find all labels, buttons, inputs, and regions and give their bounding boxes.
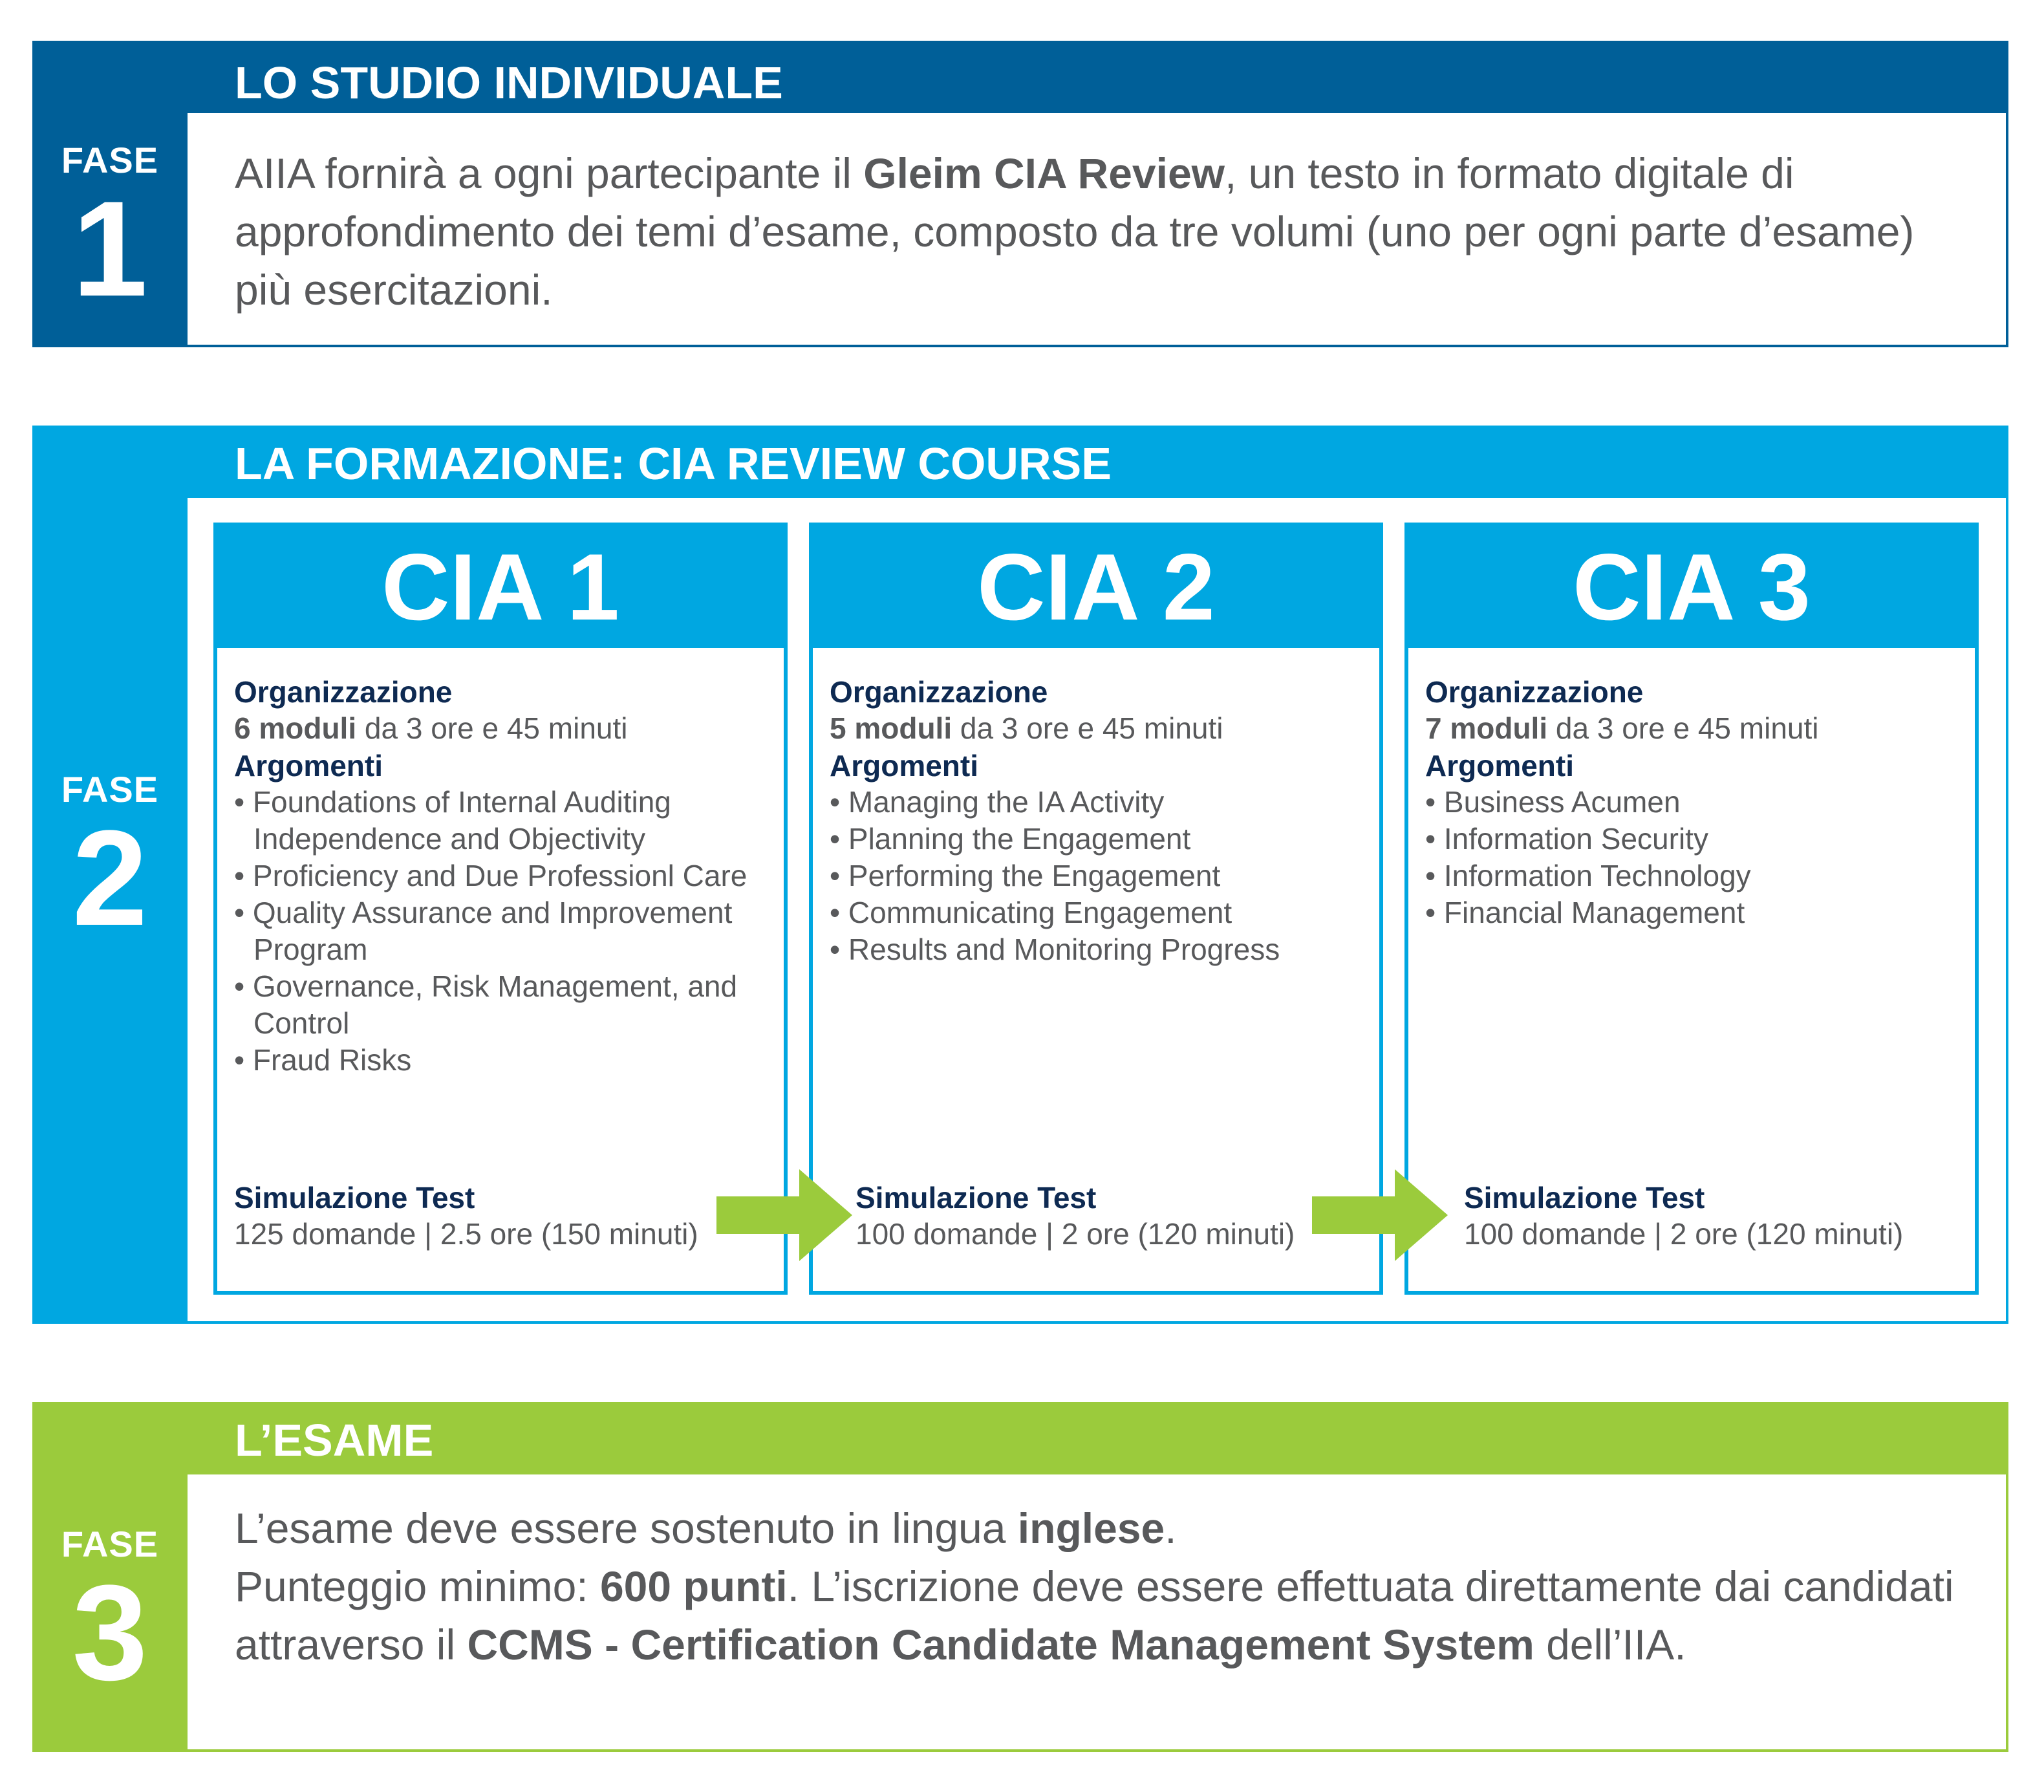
phase-number: 2 — [72, 802, 148, 954]
phase-3-text-part: L’esame deve essere sostenuto in lingua — [235, 1504, 1018, 1552]
topics-list — [830, 784, 1366, 968]
phase-2-body — [188, 498, 2006, 1321]
phase-1-text-part: AIIA fornirà a ogni partecipante il — [235, 149, 864, 197]
phase-3-text-part: . — [1165, 1504, 1177, 1552]
topic-item: • Business Acumen — [1425, 785, 1681, 819]
phase-label: FASE — [61, 1524, 159, 1564]
phase-1-text — [235, 144, 1961, 319]
language-highlight: inglese — [1017, 1504, 1165, 1552]
phase-1-badge — [32, 139, 188, 325]
topic-item: • Managing the IA Activity — [830, 785, 1165, 819]
topic-item: • Information Security — [1425, 822, 1708, 856]
test-simulation-section — [1464, 1180, 1962, 1252]
test-simulation-detail: 125 domande | 2.5 ore (150 minuti) — [234, 1217, 698, 1251]
exam-score-text — [235, 1557, 1961, 1674]
phase-2-badge — [32, 768, 188, 954]
course-card-cia-2 — [809, 523, 1383, 1295]
test-simulation-label: Simulazione Test — [234, 1181, 475, 1214]
phase-3-section — [32, 1402, 2008, 1752]
phase-2-title: LA FORMAZIONE: CIA REVIEW COURSE — [235, 438, 1112, 489]
module-duration: da 3 ore e 45 minuti — [952, 711, 1223, 745]
topic-item: • Governance, Risk Management, and Control — [234, 969, 738, 1040]
topics-section — [234, 748, 771, 1079]
phase-3-text-part: dell’IIA. — [1534, 1621, 1686, 1668]
module-duration: da 3 ore e 45 minuti — [1547, 711, 1819, 745]
topic-item: • Proficiency and Due Professionl Care — [234, 859, 748, 892]
arrow-right-icon — [1312, 1169, 1448, 1261]
test-simulation-section — [234, 1180, 771, 1252]
phase-3-title: L’ESAME — [235, 1415, 434, 1465]
topic-item: • Results and Monitoring Progress — [830, 933, 1280, 966]
phase-3-badge — [32, 1523, 188, 1709]
phase-1-body — [188, 113, 2006, 345]
course-card-title: CIA 2 — [813, 526, 1379, 648]
topics-section — [1425, 748, 1962, 931]
course-card-cia-3 — [1404, 523, 1979, 1295]
module-count: 7 moduli — [1425, 711, 1548, 745]
organization-label: Organizzazione — [830, 675, 1048, 709]
course-card-title: CIA 3 — [1408, 526, 1975, 648]
module-count: 5 moduli — [830, 711, 952, 745]
topic-item: • Foundations of Internal Auditing Independence and Objectivity — [234, 785, 671, 856]
phase-1-title: LO STUDIO INDIVIDUALE — [235, 58, 783, 108]
phase-number: 3 — [72, 1557, 148, 1709]
organization-section — [234, 674, 771, 746]
topic-item: • Performing the Engagement — [830, 859, 1221, 892]
module-count: 6 moduli — [234, 711, 357, 745]
module-duration: da 3 ore e 45 minuti — [356, 711, 628, 745]
topics-section — [830, 748, 1366, 968]
topics-label: Argomenti — [234, 749, 383, 783]
topics-label: Argomenti — [1425, 749, 1574, 783]
topic-item: • Communicating Engagement — [830, 896, 1232, 929]
organization-section — [830, 674, 1366, 746]
topics-list — [1425, 784, 1962, 931]
test-simulation-detail: 100 domande | 2 ore (120 minuti) — [1464, 1217, 1904, 1251]
gleim-cia-review-highlight: Gleim CIA Review — [863, 149, 1225, 197]
score-highlight: 600 punti — [599, 1562, 788, 1610]
organization-detail — [1425, 710, 1962, 746]
test-simulation-detail: 100 domande | 2 ore (120 minuti) — [855, 1217, 1295, 1251]
phase-1-text-part: , un testo in formato digitale di approfondimento dei temi d’esame, composto da tre volumi (uno per ogni parte d’esame) più esercitazioni. — [235, 149, 1915, 314]
organization-section — [1425, 674, 1962, 746]
topic-item: • Fraud Risks — [234, 1043, 412, 1077]
course-card-cia-1 — [213, 523, 788, 1295]
topic-item: • Information Technology — [1425, 859, 1751, 892]
topics-label: Argomenti — [830, 749, 978, 783]
phase-label: FASE — [61, 140, 159, 180]
phase-label: FASE — [61, 769, 159, 810]
test-simulation-label: Simulazione Test — [855, 1181, 1097, 1214]
phase-1-section — [32, 41, 2008, 347]
phase-3-text-part: Punteggio minimo: — [235, 1562, 600, 1610]
topic-item: • Quality Assurance and Improvement Program — [234, 896, 733, 966]
test-simulation-label: Simulazione Test — [1464, 1181, 1705, 1214]
topic-item: • Planning the Engagement — [830, 822, 1191, 856]
phase-2-section — [32, 426, 2008, 1324]
topic-item: • Financial Management — [1425, 896, 1745, 929]
ccms-highlight: CCMS - Certification Candidate Management System — [467, 1621, 1534, 1668]
phase-3-text-part: . L’iscrizione deve essere effettuata direttamente dai candidati attraverso il — [235, 1562, 1954, 1668]
organization-detail — [830, 710, 1366, 746]
course-card-title: CIA 1 — [217, 526, 784, 648]
organization-detail — [234, 710, 771, 746]
phase-number: 1 — [72, 173, 148, 325]
phase-3-body — [188, 1474, 2006, 1749]
topics-list — [234, 784, 771, 1079]
exam-language-text — [235, 1499, 1961, 1557]
test-simulation-section — [855, 1180, 1366, 1252]
arrow-right-icon — [716, 1169, 852, 1261]
organization-label: Organizzazione — [234, 675, 453, 709]
organization-label: Organizzazione — [1425, 675, 1644, 709]
